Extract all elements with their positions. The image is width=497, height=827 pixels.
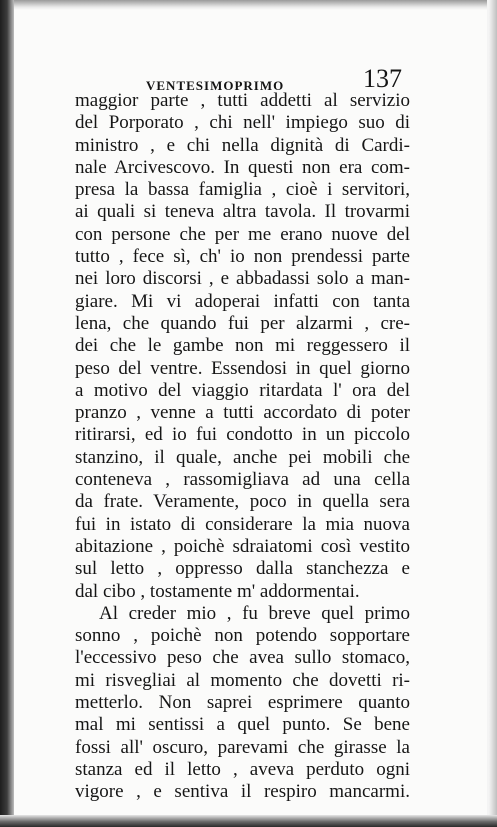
text-line: presa la bassa famiglia , cioè i servitori, (75, 179, 410, 201)
page-left-edge (0, 0, 14, 827)
text-line: stanzino, il quale, anche pei mobili che (75, 446, 410, 468)
text-line: pranzo , venne a tutti accordato di poter (75, 402, 410, 424)
page-top-edge (14, 0, 497, 10)
page-right-edge (487, 0, 497, 827)
text-line: dei che le gambe non mi reggessero il (75, 335, 410, 357)
text-line-paragraph-start: Al creder mio , fu breve quel primo (99, 602, 410, 624)
text-line: ai quali si teneva altra tavola. Il trovarmi (75, 201, 410, 223)
body-text (75, 90, 410, 804)
text-line: giare. Mi vi adoperai infatti con tanta (75, 290, 410, 312)
text-line: ritirarsi, ed io fui condotto in un piccolo (75, 424, 410, 446)
text-line: conteneva , rassomigliava ad una cella (75, 469, 410, 491)
text-line: nale Arcivescovo. In questi non era com- (75, 156, 410, 178)
text-line: metterlo. Non saprei esprimere quanto (75, 692, 410, 714)
text-line: tutto , fece sì, ch' io non prendessi parte (75, 246, 410, 268)
text-line: peso del ventre. Essendosi in quel giorno (75, 357, 410, 379)
page-number: 137 (363, 64, 402, 93)
text-line: fui in istato di considerare la mia nuova (75, 513, 410, 535)
text-line: da frate. Veramente, poco in quella sera (75, 491, 410, 513)
text-line: maggior parte , tutti addetti al servizio (75, 90, 410, 111)
text-line: a motivo del viaggio ritardata l' ora del (75, 379, 410, 401)
text-line: con persone che per me erano nuove del (75, 223, 410, 245)
text-line: ministro , e chi nella dignità di Cardi- (75, 134, 410, 156)
text-line: abitazione , poichè sdraiatomi così vestito (75, 535, 410, 557)
page-bottom-edge (0, 815, 497, 827)
text-line: sul letto , oppresso dalla stanchezza e (75, 558, 410, 580)
text-line: fossi all' oscuro, parevami che girasse la (75, 736, 410, 758)
text-line-paragraph-end: dal cibo , tostamente m' addormentai. (75, 580, 360, 602)
text-line: stanza ed il letto , aveva perduto ogni (75, 758, 410, 780)
text-line: sonno , poichè non potendo sopportare (75, 625, 410, 647)
text-line: l'eccessivo peso che avea sullo stomaco, (75, 647, 410, 669)
text-line: mi risvegliai al momento che dovetti ri- (75, 669, 410, 691)
text-line: mal mi sentissi a quel punto. Se bene (75, 714, 410, 736)
text-line: lena, che quando fui per alzarmi , cre- (75, 312, 410, 334)
text-line: vigore , e sentiva il respiro mancarmi. (75, 781, 410, 803)
running-head: VENTESIMOPRIMO (146, 78, 285, 93)
text-line: nei loro discorsi , e abbadassi solo a man- (75, 268, 410, 290)
text-line: del Porporato , chi nell' impiego suo di (75, 112, 410, 134)
